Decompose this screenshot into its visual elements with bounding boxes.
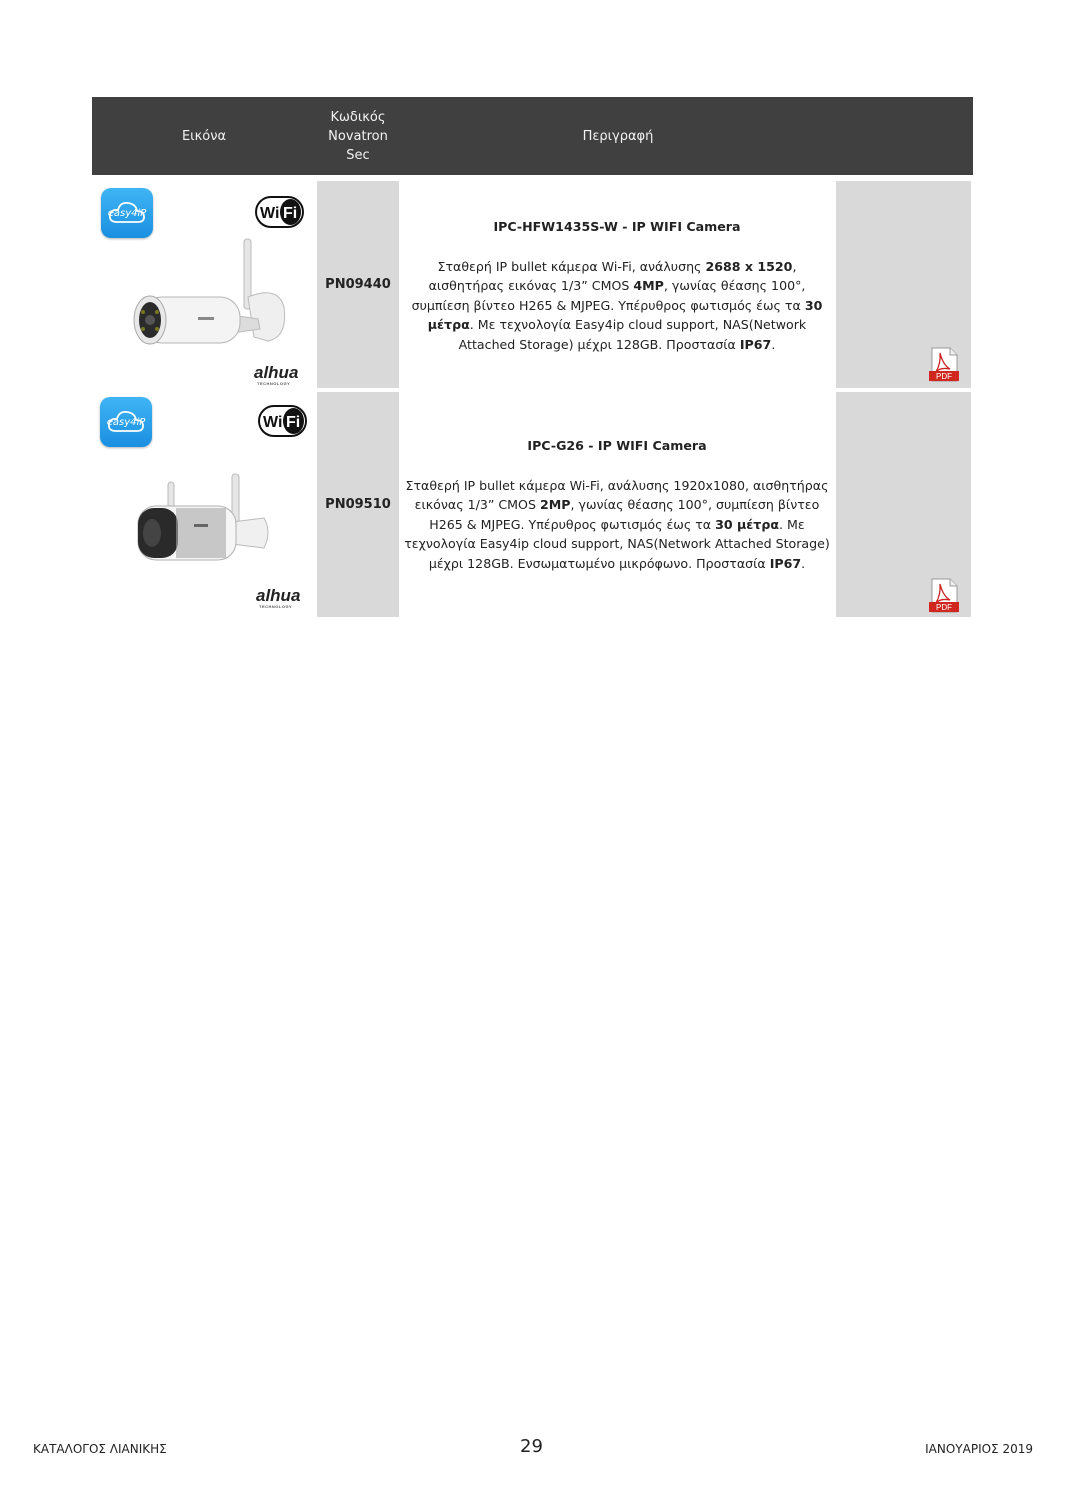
table-row: [92, 392, 973, 617]
desc-bold: IP67: [769, 555, 802, 571]
pdf-cell: [836, 181, 971, 388]
desc-bold: 4MP: [633, 278, 664, 293]
desc-text: Σταθερή IP bullet κάμερα Wi-Fi, ανάλυσης: [437, 258, 706, 274]
desc-text: , αισθητήρας εικόνας 1/3” CMOS: [428, 258, 797, 293]
dahua-brand-text: alhua: [254, 363, 299, 382]
dahua-brand-subtext: TECHNOLOGY: [257, 381, 291, 386]
easy4ip-label: easy4iP: [107, 208, 147, 219]
footer-date: ΙΑΝΟΥΑΡΙΟΣ 2019: [925, 1442, 1033, 1456]
wifi-logo-icon: [258, 404, 308, 438]
wifi-text-wi: Wi: [260, 205, 280, 222]
pdf-icon-label: PDF: [936, 372, 952, 381]
table-row: [92, 181, 973, 388]
wifi-text-fi: Fi: [283, 205, 298, 222]
desc-bold: 30 μέτρα: [715, 516, 780, 532]
bullet-camera-image: [128, 237, 288, 367]
header-image-column: Εικόνα: [181, 128, 227, 144]
product-code: PN09510: [317, 392, 399, 617]
desc-text: Σταθερή IP bullet κάμερα Wi-Fi, ανάλυσης 1920x1080, αισθητήρας εικόνας 1/3” CMOS: [405, 477, 829, 512]
footer-catalog-title: ΚΑΤΑΛΟΓΟΣ ΛΙΑΝΙΚΗΣ: [33, 1442, 167, 1456]
pdf-icon: [926, 578, 962, 614]
header-code-line1: Κωδικός: [330, 109, 386, 125]
product-image-cell: [92, 392, 316, 617]
desc-bold: 30 μέτρα: [427, 297, 823, 332]
product-description: [404, 476, 830, 574]
pdf-icon-label: PDF: [936, 603, 952, 612]
pdf-link[interactable]: [926, 578, 962, 614]
dahua-brand-text: alhua: [256, 586, 301, 605]
bullet-camera-image: [128, 472, 278, 582]
header-code-line2: Novatron: [328, 128, 388, 144]
dahua-logo: [254, 363, 299, 386]
product-image-cell: [92, 181, 316, 388]
desc-text: . Με τεχνολογία Easy4ip cloud support, NAS(Network Attached Storage) μέχρι 128GB. Προστασία: [458, 317, 807, 352]
pdf-cell: [836, 392, 971, 617]
header-code-column: [316, 97, 400, 175]
table-header: [92, 97, 973, 175]
desc-text: , γωνίας θέασης 100°, συμπίεση βίντεο H265 & MJPEG. Υπέρυθρος φωτισμός έως τα: [429, 497, 820, 532]
pdf-icon: [926, 347, 962, 383]
dahua-brand-subtext: TECHNOLOGY: [259, 604, 293, 609]
desc-text: .: [771, 336, 776, 352]
desc-bold: IP67: [739, 336, 772, 352]
product-description-cell: [400, 181, 834, 388]
header-description-column: Περιγραφή: [582, 128, 654, 144]
desc-text: .: [801, 555, 806, 571]
dahua-logo: [256, 586, 301, 609]
wifi-text-fi: Fi: [286, 414, 301, 431]
product-title: IPC-G26 - IP WIFI Camera: [527, 438, 707, 453]
page-number: 29: [520, 1436, 543, 1457]
product-code: PN09440: [317, 181, 399, 388]
desc-text: . Με τεχνολογία Easy4ip cloud support, NAS(Network Attached Storage) μέχρι 128GB. Ενσωματωμένο μικρόφωνο. Προστασία: [404, 516, 830, 571]
product-title: IPC-HFW1435S-W - IP WIFI Camera: [493, 219, 741, 234]
desc-bold: 2MP: [539, 497, 571, 512]
easy4ip-logo: [100, 397, 152, 447]
product-description-cell: [400, 392, 834, 617]
desc-text: , γωνίας θέασης 100°, συμπίεση βίντεο H265 & MJPEG. Υπέρυθρος φωτισμός έως τα: [411, 278, 806, 313]
desc-bold: 2688 x 1520: [705, 258, 793, 274]
header-code-line3: Sec: [346, 147, 370, 163]
product-description: [404, 257, 830, 355]
pdf-link[interactable]: [926, 347, 962, 383]
wifi-text-wi: Wi: [263, 414, 283, 431]
easy4ip-label: easy4iP: [106, 417, 146, 428]
wifi-logo-icon: [255, 195, 305, 229]
easy4ip-logo: [101, 188, 153, 238]
